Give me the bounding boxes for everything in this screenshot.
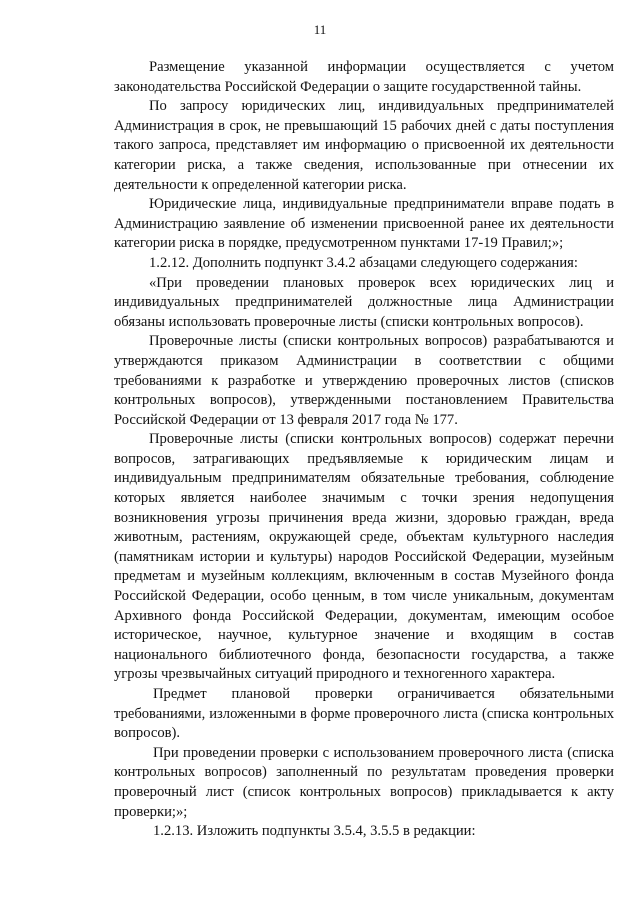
paragraph-checklists-approval: Проверочные листы (списки контрольных вопросов) разрабатываются и утверждаются приказом Администрации в соответствии с общими требованиями к разработке и утверждению проверочных листов (списков контрольных вопросов), утвержденными постановлением Правительства Российской Федерации от 13 февраля 2017 года № 177.	[114, 333, 614, 428]
paragraph-risk-category-request: По запросу юридических лиц, индивидуальных предпринимателей Администрация в срок, не превышающий 15 рабочих дней с даты поступления такого запроса, представляет им информацию о присвоенной их деятельности категории риска, а также сведения, использованные при отнесении их деятельности к определенной категории риска.	[114, 98, 614, 193]
paragraph-item-1-2-12: 1.2.12. Дополнить подпункт 3.4.2 абзацами следующего содержания:	[149, 254, 578, 271]
paragraph-checklists-content: Проверочные листы (списки контрольных вопросов) содержат перечни вопросов, затрагивающих предъявляемые к юридическим лицам и индивидуальным предпринимателям обязательные требования, соблюдение которых является наиболее значимым с точки зрения недопущения возникновения угрозы причинения вреда жизни, здоровью граждан, вреда животным, растениям, окружающей среде, объектам культурного наследия (памятникам истории и культуры) народов Российской Федерации, музейным предметам и музейным коллекциям, включенным в состав Музейного фонда Российской Федерации, особо ценным, в том числе уникальным, документам Архивного фонда Российской Федерации, документам, имеющим особое историческое, научное, культурное значение и входящим в состав национального библиотечного фонда, безопасности государства, а также угрозы чрезвычайных ситуаций природного и техногенного характера.	[114, 431, 614, 683]
paragraph-publication-state-secret: Размещение указанной информации осуществляется с учетом законодательства Российской Федерации о защите государственной тайны.	[114, 59, 614, 95]
page-number: 11	[313, 22, 327, 37]
document-body	[114, 58, 614, 842]
paragraph-item-1-2-13: 1.2.13. Изложить подпункты 3.5.4, 3.5.5 в редакции:	[153, 823, 476, 840]
paragraph-risk-category-change: Юридические лица, индивидуальные предприниматели вправе подать в Администрацию заявление об изменении присвоенной ранее их деятельности категории риска в порядке, предусмотренном пунктами 17-19 Правил;»;	[114, 196, 614, 252]
paragraph-checklists-obligation: «При проведении плановых проверок всех юридических лиц и индивидуальных предпринимателей должностные лица Администрации обязаны использовать проверочные листы (списки контрольных вопросов).	[114, 274, 614, 330]
paragraph-checklist-attachment: При проведении проверки с использованием проверочного листа (списка контрольных вопросов) заполненный по результатам проведения проверки проверочный лист (список контрольных вопросов) прикладывается к акту проверки;»;	[114, 744, 614, 820]
paragraph-inspection-subject: Предмет плановой проверки ограничивается обязательными требованиями, изложенными в форме проверочного листа (списка контрольных вопросов).	[114, 686, 614, 742]
